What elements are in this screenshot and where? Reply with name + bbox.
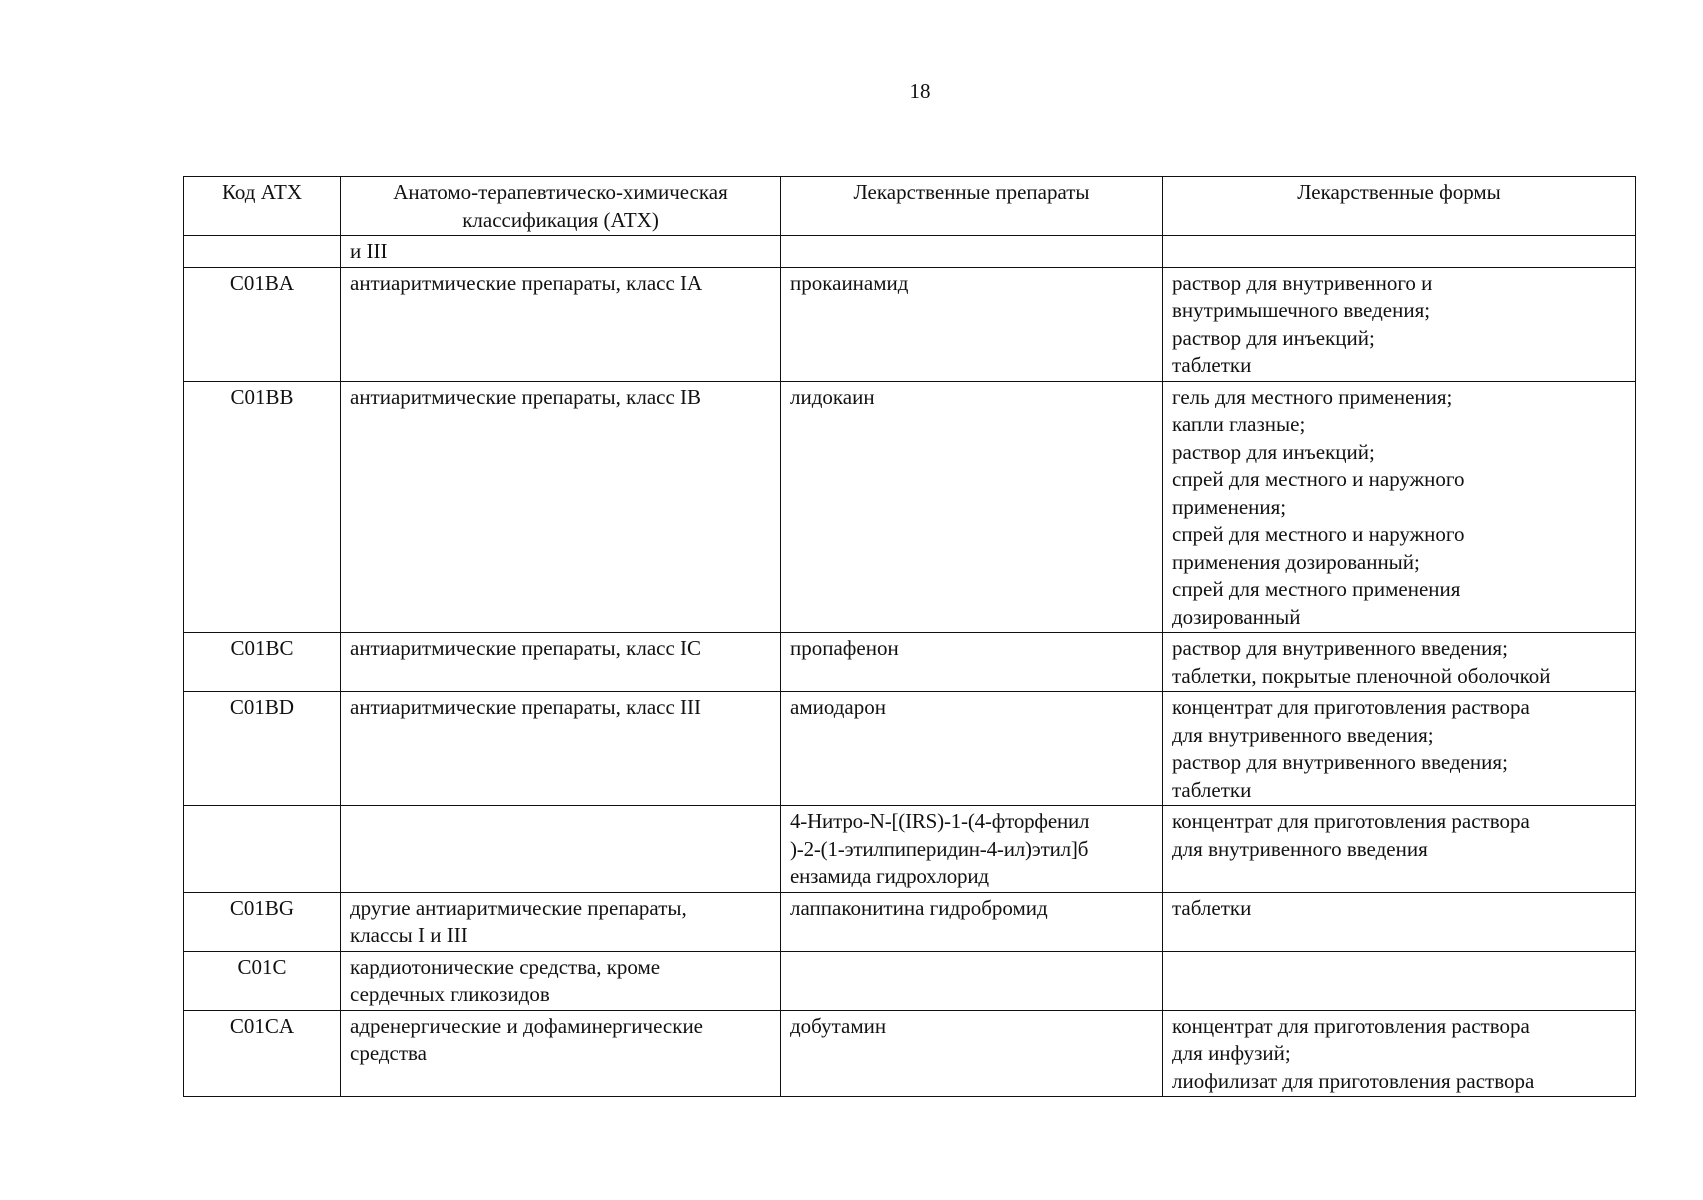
- drug-cell: [781, 892, 1163, 951]
- classification-cell: [341, 951, 781, 1010]
- forms-cell: [1163, 806, 1636, 893]
- classification-cell: [341, 236, 781, 268]
- table-row: [184, 1010, 1636, 1097]
- drug-line: пропафенон: [790, 636, 899, 660]
- header-code: Код АТХ: [184, 177, 341, 236]
- form-line: капли глазные;: [1172, 412, 1306, 436]
- classification-line: классы I и III: [350, 923, 468, 947]
- drug-cell: [781, 806, 1163, 893]
- form-line: применения;: [1172, 494, 1287, 519]
- forms-cell: [1163, 381, 1636, 633]
- form-line: таблетки: [1172, 895, 1252, 920]
- classification-line: антиаритмические препараты, класс III: [350, 695, 702, 719]
- atx-code-cell: C01BB: [184, 381, 341, 633]
- table-body: [184, 236, 1636, 1097]
- classification-line: кардиотонические средства, кроме: [350, 954, 661, 979]
- drug-line: лидокаин: [790, 384, 875, 409]
- atx-code-cell: C01BA: [184, 267, 341, 381]
- classification-cell: [341, 633, 781, 692]
- atx-code-cell: C01BC: [184, 633, 341, 692]
- form-line: спрей для местного применения: [1172, 577, 1461, 601]
- form-line: раствор для инъекций;: [1172, 439, 1375, 464]
- atx-code-cell: C01BG: [184, 892, 341, 951]
- classification-line: средства: [350, 1041, 428, 1065]
- header-forms: Лекарственные формы: [1163, 177, 1636, 236]
- drug-cell: [781, 1010, 1163, 1097]
- form-line: спрей для местного и наружного: [1172, 467, 1465, 491]
- atx-code-cell: C01C: [184, 951, 341, 1010]
- classification-line: адренергические и дофаминергические: [350, 1013, 704, 1038]
- table-row: [184, 236, 1636, 268]
- header-classification: Анатомо-терапевтическо-химическая классификация (АТХ): [341, 177, 781, 236]
- atx-code-cell: C01BD: [184, 692, 341, 806]
- form-line: таблетки: [1172, 777, 1252, 802]
- form-line: спрей для местного и наружного: [1172, 522, 1465, 546]
- drug-line: амиодарон: [790, 695, 886, 719]
- table-row: [184, 806, 1636, 893]
- table-header: [184, 177, 1636, 236]
- classification-line: антиаритмические препараты, класс IA: [350, 270, 703, 295]
- form-line: раствор для внутривенного введения;: [1172, 636, 1508, 660]
- form-line: таблетки: [1172, 353, 1252, 377]
- classification-cell: [341, 892, 781, 951]
- form-line: гель для местного применения;: [1172, 384, 1453, 409]
- forms-cell: [1163, 236, 1636, 268]
- classification-cell: [341, 381, 781, 633]
- form-line: дозированный: [1172, 604, 1301, 629]
- drug-cell: [781, 267, 1163, 381]
- classification-cell: [341, 692, 781, 806]
- atx-code-cell: [184, 806, 341, 893]
- forms-cell: [1163, 892, 1636, 951]
- forms-cell: [1163, 633, 1636, 692]
- table-row: [184, 267, 1636, 381]
- classification-cell: [341, 267, 781, 381]
- form-line: для внутривенного введения: [1172, 836, 1428, 861]
- form-line: внутримышечного введения;: [1172, 298, 1431, 322]
- drug-cell: [781, 236, 1163, 268]
- header-drugs: Лекарственные препараты: [781, 177, 1163, 236]
- drug-line: )-2-(1-этилпиперидин-4-ил)этил]б: [790, 836, 1089, 861]
- form-line: применения дозированный;: [1172, 549, 1420, 574]
- drug-line: 4-Нитро-N-[(IRS)-1-(4-фторфенил: [790, 809, 1090, 833]
- forms-cell: [1163, 1010, 1636, 1097]
- classification-line: сердечных гликозидов: [350, 982, 550, 1006]
- forms-cell: [1163, 951, 1636, 1010]
- drug-line: прокаинамид: [790, 270, 909, 295]
- form-line: концентрат для приготовления раствора: [1172, 809, 1530, 833]
- form-line: таблетки, покрытые пленочной оболочкой: [1172, 663, 1551, 688]
- forms-cell: [1163, 267, 1636, 381]
- drug-line: добутамин: [790, 1013, 887, 1038]
- form-line: лиофилизат для приготовления раствора: [1172, 1068, 1535, 1093]
- atx-table: [183, 176, 1636, 1097]
- table-row: [184, 692, 1636, 806]
- drug-cell: [781, 633, 1163, 692]
- header-row: [184, 177, 1636, 236]
- form-line: концентрат для приготовления раствора: [1172, 695, 1530, 719]
- classification-cell: [341, 806, 781, 893]
- form-line: раствор для инъекций;: [1172, 325, 1375, 350]
- forms-cell: [1163, 692, 1636, 806]
- form-line: концентрат для приготовления раствора: [1172, 1013, 1530, 1038]
- page-number: 18: [909, 79, 931, 103]
- table-row: [184, 892, 1636, 951]
- classification-line: другие антиаритмические препараты,: [350, 895, 687, 920]
- form-line: для инфузий;: [1172, 1041, 1291, 1065]
- classification-cell: [341, 1010, 781, 1097]
- table-row: [184, 633, 1636, 692]
- classification-line: антиаритмические препараты, класс IC: [350, 636, 702, 660]
- drug-line: лаппаконитина гидробромид: [790, 895, 1048, 920]
- drug-cell: [781, 381, 1163, 633]
- classification-line: и III: [350, 239, 388, 263]
- form-line: раствор для внутривенного введения;: [1172, 750, 1508, 774]
- table-row: [184, 951, 1636, 1010]
- atx-code-cell: [184, 236, 341, 268]
- form-line: раствор для внутривенного и: [1172, 270, 1433, 295]
- drug-line: ензамида гидрохлорид: [790, 864, 989, 888]
- drug-cell: [781, 951, 1163, 1010]
- table-row: [184, 381, 1636, 633]
- atx-code-cell: C01CA: [184, 1010, 341, 1097]
- form-line: для внутривенного введения;: [1172, 722, 1434, 747]
- drug-cell: [781, 692, 1163, 806]
- classification-line: антиаритмические препараты, класс IB: [350, 384, 702, 409]
